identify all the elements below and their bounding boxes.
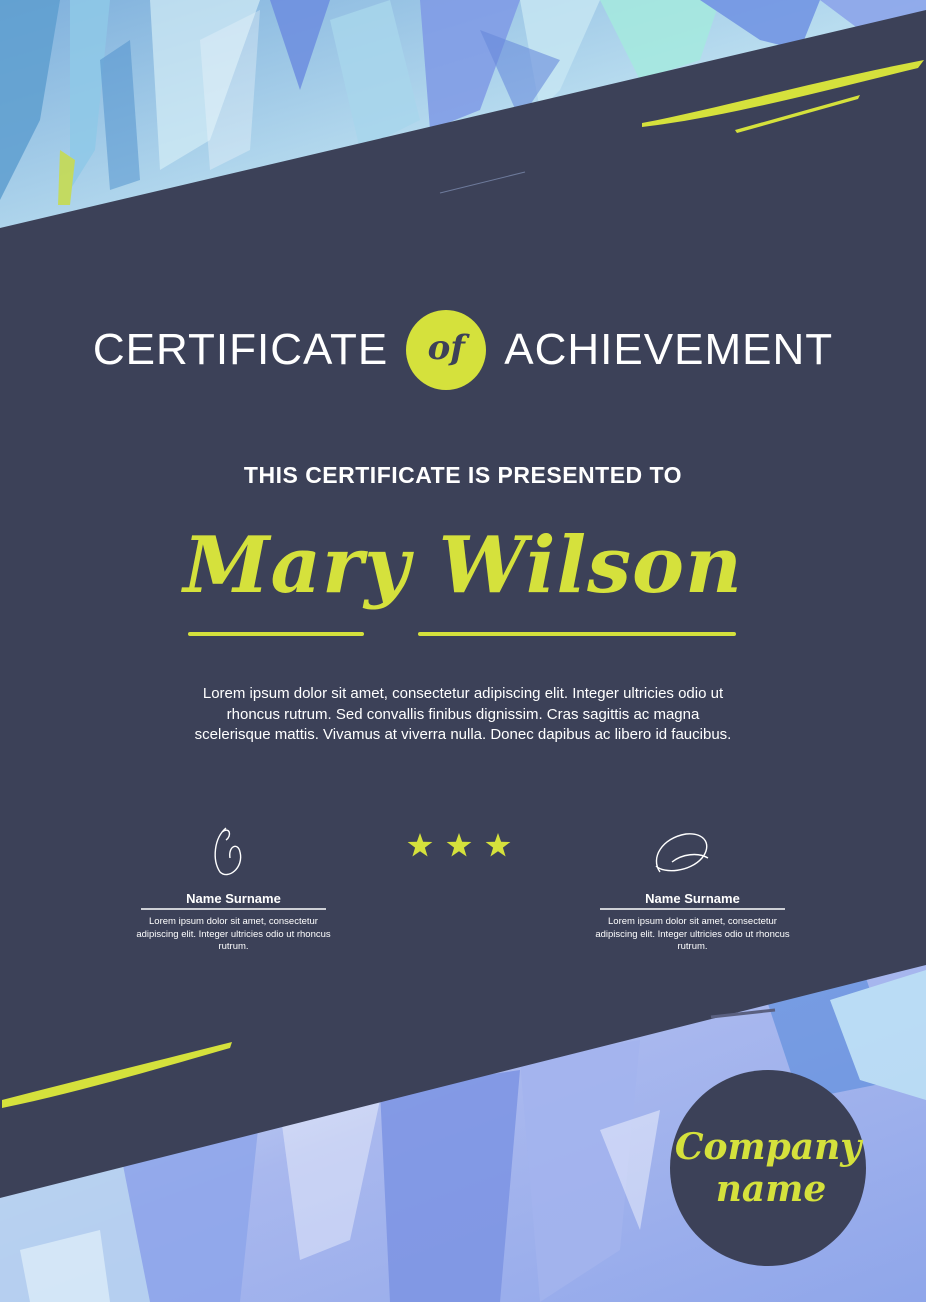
signatory-left-name: Name Surname — [186, 891, 281, 906]
company-seal — [670, 1070, 866, 1266]
presented-to-heading: THIS CERTIFICATE IS PRESENTED TO — [243, 462, 683, 488]
company-name-line-1: Company — [674, 1126, 862, 1168]
certificate-title — [0, 310, 926, 390]
of-badge — [406, 310, 486, 390]
title-achievement-word: ACHIEVEMENT — [504, 325, 834, 374]
signatory-right-name: Name Surname — [645, 891, 740, 906]
company-name-line-2: name — [715, 1168, 827, 1210]
signatory-left-text: Lorem ipsum dolor sit amet, consectetur adipiscing elit. Integer ultricies odio ut rhoncus rutrum. — [136, 916, 331, 952]
certificate-description: Lorem ipsum dolor sit amet, consectetur adipiscing elit. Integer ultricies odio ut rhoncus rutrum. Sed convallis finibus dignissim. Cras sagittis ac magna scelerisque mattis. Vivamus at viverra nulla. Donec dapibus ac libero id faucibus. — [194, 685, 732, 743]
title-of-word: of — [427, 328, 465, 368]
title-certificate-word: CERTIFICATE — [92, 325, 389, 374]
recipient-name: Mary Wilson — [183, 520, 743, 611]
signatory-right-text: Lorem ipsum dolor sit amet, consectetur adipiscing elit. Integer ultricies odio ut rhoncus rutrum. — [595, 916, 790, 952]
